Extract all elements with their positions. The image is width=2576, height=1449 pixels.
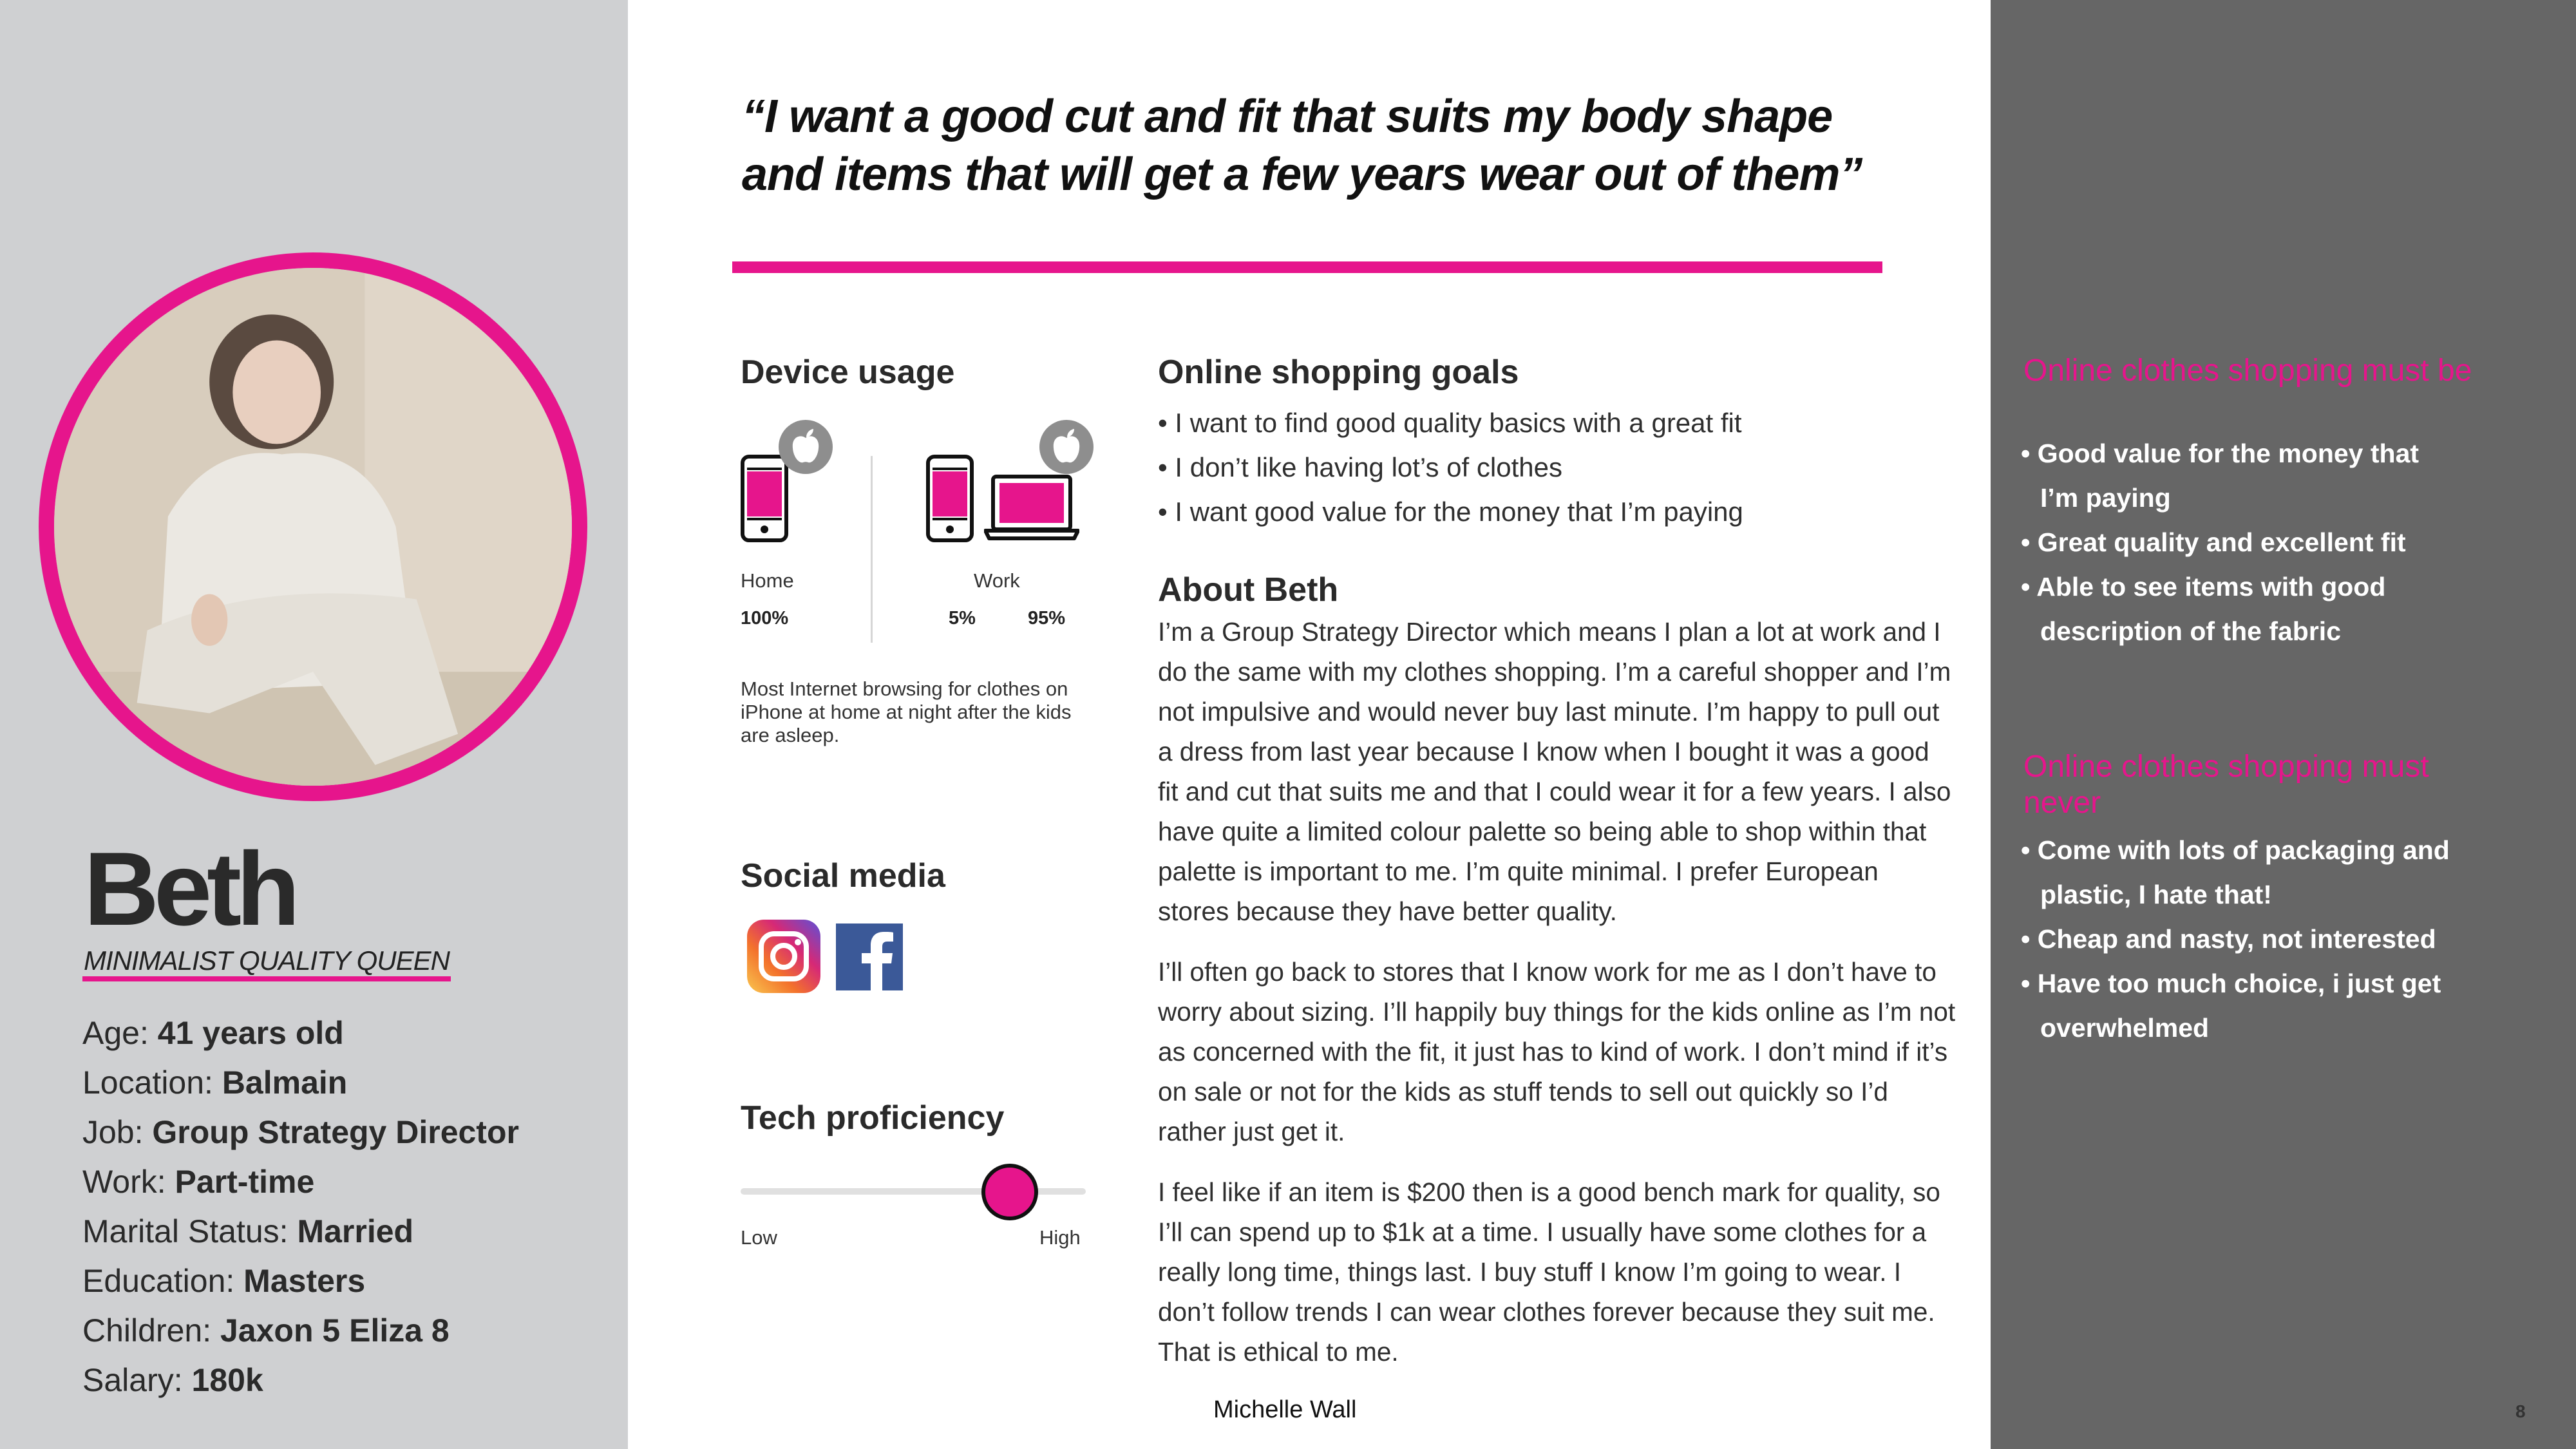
about-paragraph-1: I’m a Group Strategy Director which means I plan a lot at work and I do the same with my clothes shopping. I’m a careful shopper and I’m not impulsive and would never buy last minute. I’m happy to pull out a dress from last year because I know when I bought it was a good fit and cut that suits me and that I could wear it for a few years. I also have quite a limited colour palette so being able to shop within that palette is important to me. I’m quite minimal. I prefer European stores because they have better quality. — [1158, 617, 1951, 926]
device-usage-note: Most Internet browsing for clothes on iPhone at home at night after the kids are asleep. — [741, 677, 1072, 746]
work-phone-percent: 5% — [949, 608, 976, 629]
fact-children: Children: Jaxon 5 Eliza 8 — [82, 1312, 450, 1349]
online-goals-list — [1158, 401, 1963, 534]
tagline-underline — [82, 976, 451, 981]
online-goals-heading: Online shopping goals — [1158, 354, 1519, 391]
fact-salary: Salary: 180k — [82, 1362, 263, 1398]
must-be-item: • Good value for the money that I’m paying — [2021, 439, 2420, 513]
work-laptop-percent: 95% — [1028, 608, 1066, 629]
avatar — [39, 252, 587, 801]
must-never-heading: Online clothes shopping must never — [2023, 750, 2429, 820]
persona-name: Beth — [84, 831, 295, 947]
fact-age: Age: 41 years old — [82, 1015, 344, 1051]
goal-item: • I don’t like having lot’s of clothes — [1158, 452, 1562, 482]
persona-facts — [82, 1009, 611, 1405]
facebook-icon[interactable] — [836, 923, 903, 990]
fact-marital-status: Marital Status: Married — [82, 1213, 414, 1249]
quote-divider — [732, 261, 1882, 273]
about-heading: About Beth — [1158, 571, 1339, 609]
fact-job: Job: Group Strategy Director — [82, 1114, 519, 1150]
author-name: Michelle Wall — [1213, 1396, 1357, 1423]
persona-quote — [742, 88, 1965, 204]
instagram-icon[interactable] — [747, 920, 820, 993]
tech-proficiency-knob[interactable] — [981, 1164, 1038, 1220]
device-usage-heading: Device usage — [741, 354, 955, 391]
must-be-list — [2021, 431, 2523, 654]
goal-item: • I want good value for the money that I’m paying — [1158, 497, 1743, 527]
work-label: Work — [974, 569, 1020, 592]
must-never-item: • Come with lots of packaging and plastic, I hate that! — [2021, 835, 2450, 909]
device-divider — [871, 456, 873, 643]
fact-education: Education: Masters — [82, 1263, 366, 1299]
must-be-item: • Great quality and excellent fit — [2021, 527, 2406, 557]
tech-low-label: Low — [741, 1226, 777, 1249]
quote-line-2: and items that will get a few years wear out of them” — [742, 149, 1862, 200]
must-never-item: • Have too much choice, i just get overwhelmed — [2021, 969, 2441, 1043]
persona-tagline: MINIMALIST QUALITY QUEEN — [84, 945, 450, 976]
laptop-icon — [984, 474, 1079, 541]
apple-icon — [777, 419, 834, 475]
work-phone-icon — [926, 455, 974, 542]
must-be-heading: Online clothes shopping must be — [2023, 354, 2472, 388]
about-paragraph-3: I feel like if an item is $200 then is a good bench mark for quality, so I’ll can spend up to $1k at a time. I usually have some clothes for a really long time, things last. I buy stuff I know I’m going to wear. I don’t follow trends I can wear clothes forever because they suit me. That is ethical to me. — [1158, 1177, 1940, 1367]
fact-work: Work: Part-time — [82, 1164, 315, 1200]
fact-location: Location: Balmain — [82, 1065, 348, 1101]
home-label: Home — [741, 569, 794, 592]
social-media-heading: Social media — [741, 857, 945, 895]
persona-photo — [54, 268, 572, 786]
quote-line-1: “I want a good cut and fit that suits my body shape — [742, 91, 1833, 142]
tech-high-label: High — [1039, 1226, 1081, 1249]
page-number: 8 — [2515, 1401, 2526, 1421]
must-never-item: • Cheap and nasty, not interested — [2021, 924, 2436, 954]
about-paragraph-2: I’ll often go back to stores that I know work for me as I don’t have to worry about sizing. I’ll happily buy things for the kids online as I’m not as concerned with the fit, it just has to kind of work. I don’t mind if it’s on sale or not for the kids as stuff tends to sell out quickly so I’d rather just get it. — [1158, 957, 1956, 1146]
requirements-panel — [1991, 0, 2576, 1449]
home-percent: 100% — [741, 608, 789, 629]
must-never-list — [2021, 828, 2523, 1050]
goal-item: • I want to find good quality basics with a great fit — [1158, 408, 1742, 438]
must-be-item: • Able to see items with good description of the fabric — [2021, 572, 2386, 646]
tech-proficiency-heading: Tech proficiency — [741, 1099, 1005, 1137]
work-apple-icon — [1038, 419, 1095, 475]
